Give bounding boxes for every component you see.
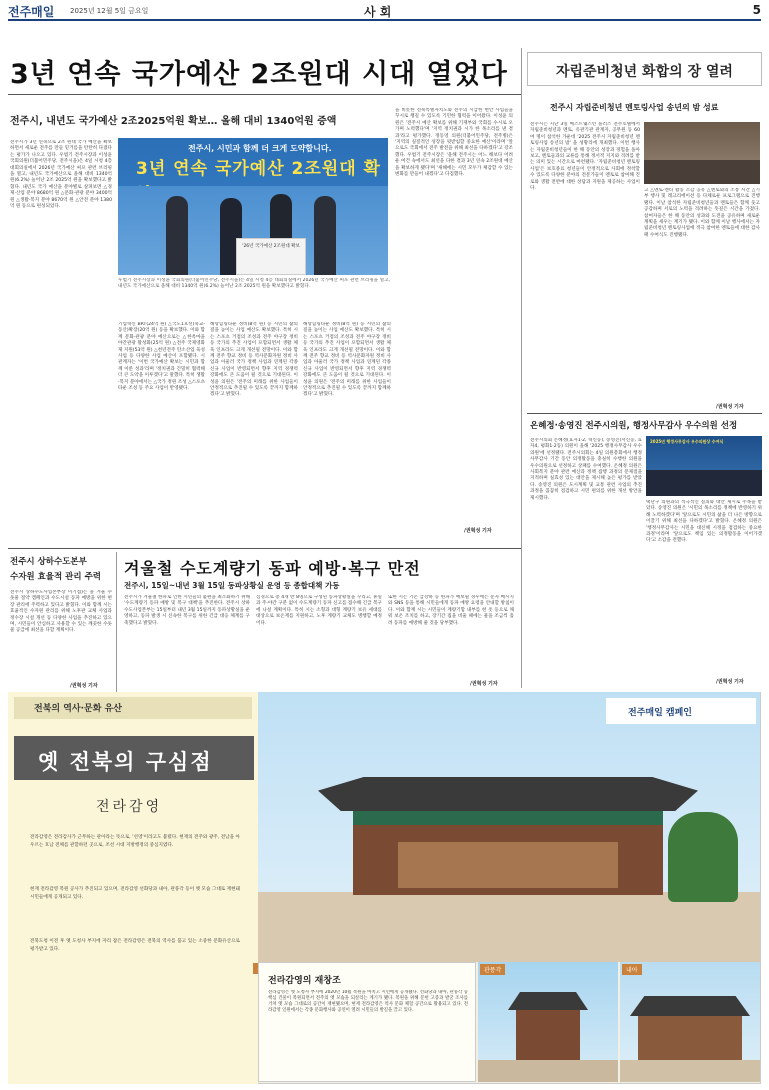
feature-title: 옛 전북의 구심점 bbox=[38, 750, 213, 774]
main-body-col4: 을 비롯한 전북특별자치도와 전주의 시급한 현안 사업들을 꾸시로 챙길 수 있도록 기민한 협력을 이어왔다. 이성윤 의원은 '전주시 예산 확보를 위해 기재부와 국회를 수시로 오가며 노력했다'며 '지역 정치권과 시가 한 목소리를 낸 결과'라고 평가했다. 정동영 의원(더불어민주당, 전주병)은 '지역의 실질적인 성장을 뒷받침할 중요한 예산'이라며 '앞으로도 국회에서 전주 발전을 위해 최선을 다하겠다'고 강조했다. 우범기 전주시장은 '올해 전주시는 어느 해보다 어려운 여건 속에서도 최선을 다한 결과 3년 연속 2조원대 예산을 확보하게 됐다'며 '새해에는 시민 모두가 체감할 수 있는 변화를 만들어 내겠다'고 다짐했다. bbox=[395, 108, 513, 178]
courtyard-ground bbox=[258, 892, 760, 962]
left-small-headline-1: 전주시 상하수도본부 bbox=[10, 557, 87, 567]
campaign-box bbox=[606, 698, 756, 724]
side-top-byline: /권혁성 기자 bbox=[716, 404, 744, 410]
side-mid-photo bbox=[646, 436, 762, 496]
feature-intro-3: 전북도청 이전 후 옛 도청사 부지에 자리 잡은 전라감영은 전북의 역사를 품고 있는 소중한 문화유산으로 평가받고 있다. bbox=[30, 939, 240, 952]
side-mid-col1: 전주시의회 온혜정(효자1·2, 혁신동), 송영진(서신동, 효자4, 평화1·2동) 의원이 올해 '2025 행정사무감사 우수의원'에 선정됐다. 전주시의회는 4일 의원총회에서 행정사무감사 기간 동안 의정활동을 충실히 수행한 의원을 우수의원으로 선정하고 상패를 수여했다. 온혜정 의원은 사회복지 분야 관련 예산과 정책 집행 과정의 문제점을 지적하며 실효성 있는 대안을 제시해 높은 평가를 받았다. 송영진 의원은 도시계획 및 교통 관련 사업의 추진 과정을 꼼꼼히 점검하고 시민 편의를 위한 개선 방안을 제시했다. bbox=[530, 438, 642, 501]
left-small-byline: /권혁성 기자 bbox=[70, 683, 98, 689]
award-banner: 2025년 행정사무감사 우수의원상 수여식 bbox=[650, 439, 724, 444]
main-subhead: 전주시, 내년도 국가예산 2조2025억원 확보… 올해 대비 1340억원 증액 bbox=[10, 116, 337, 127]
main-photo bbox=[118, 138, 388, 275]
mid-col3: 또한 시는 기온 급강하 등 한파가 예보될 경우에는 문자 메시지와 SNS 등을 통해 시민들에게 동파 예방 요령을 안내할 방침이다. 이와 함께 시는 시민들이 계량기함 내부를 헌 옷 등으로 채워 보온 조치를 하고, 장기간 집을 비울 때에는 물을 조금씩 흘려 동파를 예방해 줄 것을 당부했다. bbox=[388, 595, 514, 626]
main-body-col3: 해랑힐링타운 정비(8억 원) 등 시민의 삶의 질을 높이는 사업 예산도 확보했다. 특히 시는 스포츠 거점의 조성과 전주 야구장 정비 등 국가의 추진 사업이 포함되면서 생활 체육 인프라도 크게 개선될 전망이다. 이와 함께 전주 향교 정비 등 역사문화자원 정비 사업과 아울러 국가 정책 사업과 연계된 각종 신규 사업이 반영되면서 향후 지역 경쟁력 강화에도 큰 도움이 될 것으로 기대된다. 이성윤 의원은 '전주의 미래를 위한 사업들이 안정적으로 추진될 수 있도록 끝까지 함께하겠다'고 밝혔다. bbox=[210, 322, 298, 398]
naea-ground bbox=[620, 1060, 760, 1082]
main-headline: 3년 연속 국가예산 2조원대 시대 열었다 bbox=[10, 59, 508, 90]
headline-rule bbox=[8, 94, 521, 95]
person-4 bbox=[314, 196, 336, 275]
issue-date: 2025년 12월 5일 금요일 bbox=[70, 7, 149, 15]
pavilion-body bbox=[516, 1010, 580, 1060]
naea-photo bbox=[620, 962, 760, 1082]
left-small-body: 전주시 상하수도사업본부장 이기섭)는 올 겨울 수돗물 절약 캠페인과 수도시설 동파 예방을 위한 현장 관리에 주력하고 있다고 밝혔다. 이와 함께 시는 효율적인 수자원 관리를 위해 노후관 교체 사업과 정수장 시설 개선 등 다양한 사업을 추진하고 있으며, 시민들이 안심하고 사용할 수 있는 깨끗한 수돗물 공급에 최선을 다할 계획이다. bbox=[10, 590, 112, 634]
person-1 bbox=[166, 196, 188, 275]
feature-intro-1: 전라감영은 전라감사가 근무하는 관아라는 뜻으로, '선영'이라고도 불렸다. 현재의 전주와 광주, 전남을 아우르는 호남 전체를 관할하던 곳으로, 조선 시대 지방행정의 중심지였다. bbox=[30, 835, 240, 848]
side-mid-headline: 온혜정·송영진 전주시의원, 행정사무감사 우수의원 선정 bbox=[530, 421, 738, 431]
column-divider bbox=[521, 48, 522, 688]
side-top-subhead: 전주시 자립준비청년 멘토링사업 송년의 밤 성료 bbox=[550, 103, 719, 112]
side-mid-byline: /권혁성 기자 bbox=[716, 679, 744, 685]
title-bar bbox=[14, 736, 254, 780]
main-roof bbox=[318, 777, 698, 811]
page-number: 5 bbox=[752, 3, 761, 17]
feature-intro-2: 현재 전라감영 복원 공사가 추진되고 있으며, 전라감영 선화당과 내아, 관풍각 등이 옛 모습 그대로 재현돼 시민들에게 공개되고 있다. bbox=[30, 887, 240, 900]
mid-headline: 겨울철 수도계량기 동파 예방·복구 만전 bbox=[124, 559, 421, 578]
podium bbox=[236, 238, 306, 275]
pavilion-ground bbox=[478, 1060, 618, 1082]
photo-caption: 우범기 전주시장과 이성윤 국회의원(더불어민주당, 전주시을)은 4일 시청 4층 대회의실에서 2026년 국가예산 써포 관련 브리핑을 열고, 내년도 국가예산으로 올해 대비 1340억 원(6.2%) 늘어난 2조 2025억 원을 확보했다고 밝혔다. bbox=[118, 278, 390, 290]
side-top-col2: 고 △멘토·멘티 활동 소감 공유 △멘토와의 소통 시간 △기부 행사 및 레크리에이션 등 다채로운 프로그램으로 진행됐다. 이날 참석한 자립준비청년들과 멘토들은 함께 웃고 공감하며 서로의 노력을 격려하는 뜻깊은 시간을 가졌다. 참여자들은 한 해 동안의 성과와 도전을 공유하며 새로운 계획을 세우는 계기가 됐다. 이와 함께 이날 행사에서는 자립준비청년 멘토링사업에 적극 참여한 멘토들에 대한 감사패 수여식도 진행됐다. bbox=[644, 188, 760, 238]
tree bbox=[668, 812, 738, 902]
main-byline: /권혁성 기자 bbox=[464, 528, 492, 534]
main-body-col2: 기업혁신 BRT(24억 원) △국도1호선(북교-동산)확장(20억 원) 등을 확보했다. 이와 함께 문화·관광 분야 예산으로는 △한옥마을 야간관광 활성화(25억 원) △전주 국제영화제 지원(53억 원) △천년전주 탄소산업 육성 사업 등 다양한 사업 예산이 포함됐다. 시 관계자는 '이번 국가예산 확보는 시민과 함께 이룬 성과'라며 '정치권과 긴밀히 협력해 더 큰 도약을 이루겠다'고 말했다. 특히 생활·복지 분야에서는 △국가 정원 조성 △스포츠 타운 조성 등 주요 사업이 반영됐다. bbox=[118, 322, 205, 392]
roof-beam bbox=[353, 811, 663, 825]
podium-sign: '26년 국가예산 2조원대 확보 bbox=[242, 244, 300, 249]
mid-subhead: 전주시, 15일~내년 3월 15일 동파상황실 운영 등 종합대책 가동 bbox=[124, 581, 340, 590]
side-top-headline: 자립준비청년 화합의 장 열려 bbox=[556, 64, 733, 80]
photo-banner-big: 3년 연속 국가예산 2조원대 확 bbox=[136, 159, 381, 179]
section-title: 사 회 bbox=[364, 5, 392, 19]
photo-banner-small: 전주시, 시민과 함께 더 크게 도약합니다. bbox=[188, 144, 332, 153]
feature-kicker: 전북의 역사·문화 유산 bbox=[34, 704, 122, 714]
award-people bbox=[646, 470, 762, 496]
pavilion-photo bbox=[478, 962, 618, 1082]
side-top-photo bbox=[644, 122, 760, 184]
left-divider bbox=[116, 552, 117, 692]
mid-col2: 심경으로 총 4개 반 8명으로 구성된 동파상황실을 꾸리고, 휴일과 주·야간 구분 없이 수도계량기 동파 신고를 접수해 긴급 복구에 나설 계획이다. 특히 시는 소형과 대형 계량기 보유 세대를 대상으로 보온재를 지원하고, 노후 계량기 교체도 병행할 예정이다. bbox=[256, 595, 382, 626]
sub-story-body: 전라감영은 옛 도청사 부지에 2020년 10월 복원을 마치고 시민에게 공개됐다. 선화당과 내아, 관풍각 등 핵심 건물이 복원되면서 전주의 옛 모습을 되살리는 계기가 됐다. 복원을 위해 문헌 고증과 발굴 조사를 거쳐 옛 모습 그대로의 공간이 재현됐으며, 현재 전라감영은 역사 문화 체험 공간으로 활용되고 있다. 전라감영 일원에서는 각종 문화행사와 공연이 열려 시민들의 발길을 끌고 있다. bbox=[268, 990, 468, 1013]
group-people bbox=[644, 160, 760, 184]
photo-tag-2: 관풍각 bbox=[480, 964, 505, 975]
side-rule bbox=[527, 413, 762, 414]
main-body-col1: 전주시가 3년 연속으로 2조 원대 국가 예산을 확보하면서 새로운 전주를 만들 밑거름을 탄탄히 다졌다는 평가가 나오고 있다. 우범기 전주시장과 이성윤 국회의원(더불어민주당, 전주시을)은 4일 시청 4층 대회의실에서 2026년 국가예산 써포 관련 브리핑을 열고, 내년도 국가예산으로 올해 대비 1340억 원(6.2%) 늘어난 2조 2025억 원을 확보했다고 밝혔다. 내년도 국가 예산을 분야별로 살펴보면 △경제·산업 분야 8680억 원 △문화·관광 분야 3400억 원 △생활·복지 분야 8670억 원 △안전 분야 1380억 원 등으로 편성되었다. bbox=[10, 140, 112, 210]
hall-doors bbox=[398, 842, 618, 888]
photo-tag-3: 내아 bbox=[622, 964, 642, 975]
side-mid-col2: 택단구 의원과의 적극적인 질의와 대안 제시로 주목을 받았다. 송영진 의원은 '시민의 목소리를 정책에 반영하기 위해 노력하겠다'며 '앞으로도 시민의 삶을 더 나은 방향으로 이끌기 위해 최선을 다하겠다'고 밝혔다. 온혜정 의원은 '행정사무감사는 시민을 대신해 시정을 점검하는 중요한 과정'이라며 '앞으로도 책임 있는 의정활동을 이어가겠다'고 소감을 전했다. bbox=[646, 500, 762, 544]
pavilion-roof bbox=[508, 992, 588, 1010]
side-top-title-box bbox=[527, 52, 762, 86]
naea-body bbox=[638, 1016, 742, 1060]
newspaper-brand: 전주매일 bbox=[8, 5, 55, 19]
campaign-label: 전주매일 캠페인 bbox=[628, 708, 692, 718]
lower-rule bbox=[8, 548, 521, 549]
naea-roof bbox=[630, 996, 750, 1016]
feature-name: 전라감영 bbox=[96, 799, 163, 815]
feature-main-photo bbox=[258, 692, 760, 962]
sub-story-title: 전라감영의 재창조 bbox=[268, 976, 341, 986]
left-small-headline-2: 수자원 효율적 관리 주력 bbox=[10, 572, 101, 582]
mid-col1: 전주시가 겨울철 한파로 인한 시민들의 불편을 최소화하기 위해 '수도계량기 동파 예방 및 복구 대책'을 추진한다. 전주시 상하수도사업본부는 15일부터 내년 3월 15일까지 동파상황실을 운영하고, 동파 발생 시 신속한 복구를 위한 긴급 대응 체계를 구축했다고 밝혔다. bbox=[124, 595, 250, 626]
mid-byline: /권혁성 기자 bbox=[470, 681, 498, 687]
header-rule bbox=[8, 19, 761, 21]
main-body-col3b: 해랑힐링타운 정비(8억 원) 등 시민의 삶의 질을 높이는 사업 예산도 확보했다. 특히 시는 스포츠 거점의 조성과 전주 야구장 정비 등 국가의 추진 사업이 포함되면서 생활 체육 인프라도 크게 개선될 전망이다. 이와 함께 전주 향교 정비 등 역사문화자원 정비 사업과 아울러 국가 정책 사업과 연계된 각종 신규 사업이 반영되면서 향후 지역 경쟁력 강화에도 큰 도움이 될 것으로 기대된다. 이성윤 의원은 '전주의 미래를 위한 사업들이 안정적으로 추진될 수 있도록 끝까지 함께하겠다'고 밝혔다. bbox=[303, 322, 391, 398]
side-top-col1: 전주시는 지난 3일 베스트웨스턴 플러스 전주호텔에서 자립준비청년과 멘토, 유관기관 관계자, 공무원 등 60여 명이 참석한 가운데 '2025 전주시 자립준비청년 멘토링사업 송년의 밤' 을 성황리에 개최했다. 이번 행사는 자립준비청년들이 한 해 동안의 성장과 경험을 돌아보고, 멘토들과의 교류를 통해 정서적 지지와 격려를 받는 의미 있는 시간으로 마련됐다. '자립준비청년 멘토링사업'은 보호종료 청년들이 안정적으로 사회에 정착할 수 있도록 다양한 분야의 전문가들이 멘토로 참여해 진로와 생활 전반에 대한 상담과 지원을 제공하는 사업이다. bbox=[530, 122, 640, 192]
